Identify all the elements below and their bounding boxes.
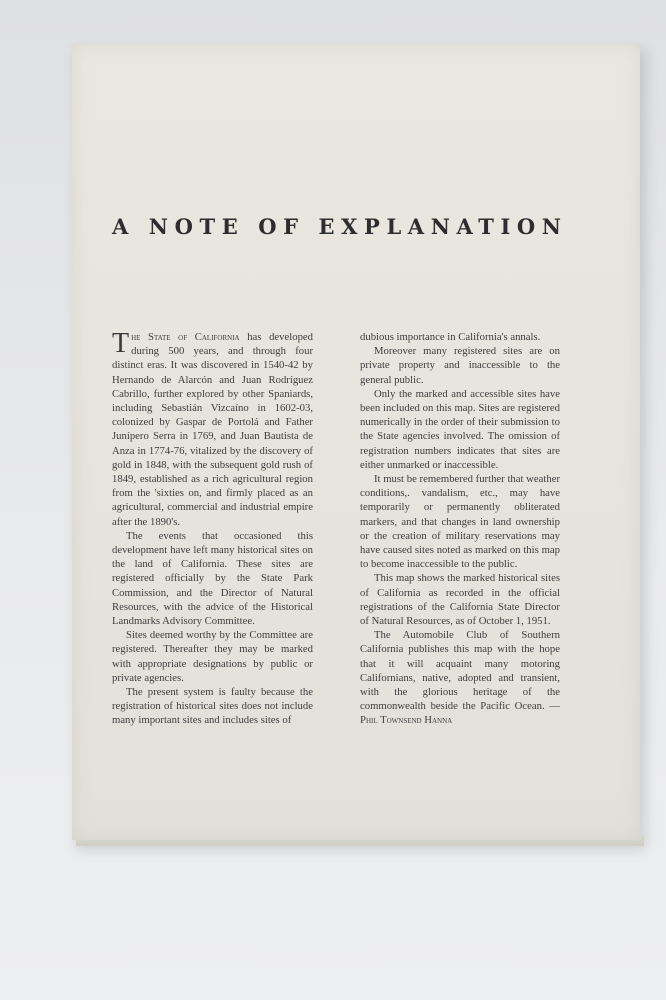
paragraph-6: Only the marked and accessible sites have been included on this map. Sites are registered numerically in the order of their submission to the State agencies involved. The omission of registration numbers indicates that sites are either unmarked or inaccessible. [360,387,560,471]
paragraph-4-continued: dubious importance in California's annals. [360,331,541,343]
signature-name: Phil Townsend Hanna [360,714,453,727]
paragraph-8: This map shows the marked historical sites of California as recorded in the official registrations of the California State Director of Natural Resources, as of October 1, 1951. [360,572,560,628]
paragraph-5: Moreover many registered sites are on private property and inaccessible to the general public. [360,345,560,386]
text-column-left [112,330,313,728]
paragraph-1 [112,330,313,529]
document-page [72,44,640,840]
paragraph-7: It must be remembered further that weather conditions,. vandalism, etc., may have temporarily or permanently obliterated markers, and that changes in land ownership or the creation of military reservations may have caused sites noted as marked on this map to become inaccessible to the public. [360,473,560,571]
paragraph-9 [360,628,560,727]
paragraph-2: The events that occasioned this development have left many historical sites on the land of California. These sites are registered officially by the State Park Commission, and the Director of Natural Resources, with the advice of the Historical Landmarks Advisory Committee. [112,529,313,628]
paragraph-1-smallcaps: he State of California [131,331,240,343]
paragraph-4: The present system is faulty because the registration of historical sites does not include many important sites and includes sites of [112,686,313,727]
page-title: A NOTE OF EXPLANATION [112,214,568,239]
paragraph-1-text: has developed during 500 years, and through four distinct eras. It was discovered in 1540-42 by Hernando de Alarcón and Juan Rodríguez Cabrillo, further explored by other Spaniards, including Sebastián Vizcaíno in 1602-03, colonized by Gaspar de Portolá and Father Junípero Serra in 1769, and Juan Bautista de Anza in 1774-76, vitalized by the discovery of gold in 1848, with the subsequent gold rush of 1849, established as a rich agricultural region from the 'sixties on, and firmly placed as an agricultural, commercial and industrial empire after the 1890's. [112,331,313,528]
paragraph-3: Sites deemed worthy by the Committee are registered. Thereafter they may be marked with appropriate designations by public or private agencies. [112,629,313,684]
signature-dash: — [549,700,560,713]
paragraph-9-text: The Automobile Club of Southern California publishes this map with the hope that it will acquaint many motoring Californians, native, adopted and transient, with the glorious heritage of the commonwealth beside the Pacific Ocean. [360,629,560,713]
text-column-right [360,330,560,728]
drop-cap: T [112,328,130,359]
